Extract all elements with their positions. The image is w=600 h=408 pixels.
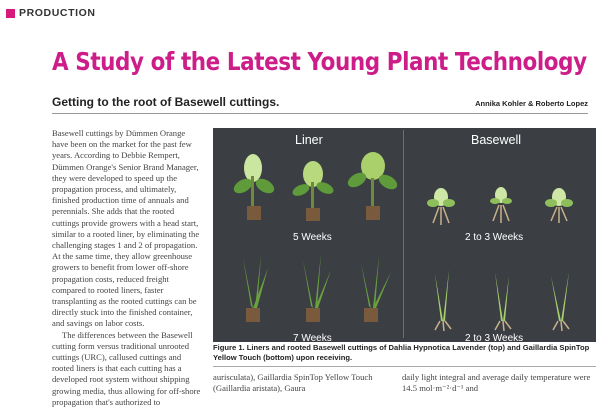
section-label: PRODUCTION: [19, 7, 96, 19]
basewell-label: Basewell: [471, 133, 522, 147]
body-paragraph: Basewell cuttings by Dümmen Orange have been on the market for the past few years. According to Debbie Rempert, Dümmen Orange's Senior Brand Manager, they were developed to speed up the propagation process, and ultimately, finished production time of annuals and perennials. She adds that the rooted cuttings provide growers with a head start, similar to a rooted liner, by eliminating the challenging stages 1 and 2 of propagation. At the same time, they allow greenhouse growers to benefit from lower off-shore propagation costs, reduced freight compared to rooted liners, faster transplanting as the rooted cuttings can be directly stuck into the finished container, and savings on labor costs.: [52, 128, 200, 329]
subhead: Getting to the root of Basewell cuttings.: [52, 95, 280, 109]
basewell-bottom-weeks: 2 to 3 Weeks: [465, 333, 524, 344]
liner-label: Liner: [295, 133, 323, 147]
liner-top-weeks: 5 Weeks: [293, 232, 332, 243]
basewell-dahlia-cuttings: [411, 183, 591, 228]
figure-caption: Figure 1. Liners and rooted Basewell cuttings of Dahlia Hypnotica Lavender (top) and Gaillardia SpinTop Yellow Touch (bottom) upon receiving.: [213, 343, 590, 362]
headline: A Study of the Latest Young Plant Technology: [52, 47, 587, 76]
column-2-text: aurisculata), Gaillardia SpinTop Yellow Touch (Gaillardia aristata), Gaura: [213, 372, 373, 394]
body-paragraph: The differences between the Basewell cutting form versus traditional unrooted cuttings (URC), callused cuttings and rooted liners is that each cutting has a developed root system without shipping growing media, thus allowing for off-shore propagation that's authorized to: [52, 329, 201, 407]
byline: Annika Kohler & Roberto Lopez: [475, 99, 588, 108]
caption-rule: [213, 366, 596, 367]
section-square-icon: [6, 9, 15, 18]
body-column: [52, 128, 202, 408]
header-rule: [52, 113, 588, 114]
section-tag: [6, 7, 96, 19]
column-3-text: daily light integral and average daily temperature were 14.5 mol·m⁻²·d⁻¹ and: [402, 372, 591, 394]
liner-gaillardia-plants: [223, 248, 398, 330]
basewell-top-weeks: 2 to 3 Weeks: [465, 232, 524, 243]
liner-bottom-weeks: 7 Weeks: [293, 333, 332, 344]
basewell-gaillardia-cuttings: [411, 266, 591, 331]
figure-photo: [213, 128, 596, 342]
liner-dahlia-plants: [223, 146, 398, 226]
figure-divider: [403, 130, 404, 338]
